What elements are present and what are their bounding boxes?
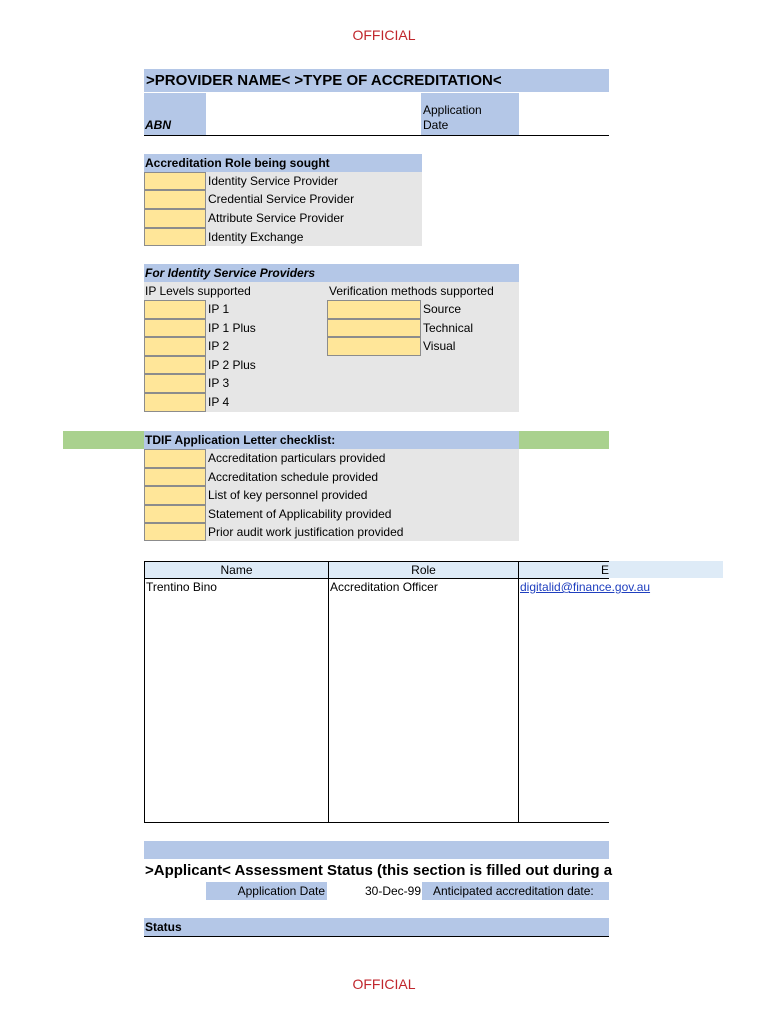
role-label-3: Attribute Service Provider — [208, 211, 345, 225]
table-row-email[interactable] — [520, 578, 651, 596]
verification-checkbox-2[interactable] — [327, 319, 421, 337]
assessment-application-date-label: Application Date — [206, 882, 327, 900]
verification-label-2: Technical — [423, 321, 474, 335]
checklist-green-right — [519, 431, 609, 449]
official-footer: OFFICIAL — [352, 976, 416, 992]
role-checkbox-4[interactable] — [144, 228, 206, 246]
application-date-value[interactable] — [519, 93, 609, 135]
roles-title: Accreditation Role being sought — [144, 154, 422, 172]
abn-label: ABN — [145, 118, 171, 132]
ip-label-2: IP 1 Plus — [208, 321, 256, 335]
application-date-label-1: Application — [423, 103, 482, 117]
email-link[interactable]: digitalid@finance.gov.au — [520, 580, 651, 594]
ip-label-1: IP 1 — [208, 302, 230, 316]
table-header-role: Role — [411, 563, 436, 577]
assessment-bar — [144, 841, 609, 859]
checklist-checkbox-5[interactable] — [144, 523, 206, 541]
table-col-divider-2 — [518, 562, 519, 822]
verification-label-3: Visual — [423, 339, 456, 353]
role-label-1: Identity Service Provider — [208, 174, 339, 188]
verification-checkbox-3[interactable] — [327, 337, 421, 356]
personnel-table — [144, 561, 651, 823]
anticipated-label: Anticipated accreditation date: — [422, 882, 609, 900]
official-header: OFFICIAL — [352, 27, 416, 43]
abn-value[interactable] — [206, 93, 421, 135]
ip-label-6: IP 4 — [208, 395, 230, 409]
table-row-role: Accreditation Officer — [330, 580, 438, 594]
ip-label-3: IP 2 — [208, 339, 230, 353]
role-label-4: Identity Exchange — [208, 230, 304, 244]
table-row-name: Trentino Bino — [146, 580, 217, 594]
table-header-overflow — [609, 561, 723, 578]
checklist-checkbox-2[interactable] — [144, 468, 206, 486]
ip-checkbox-5[interactable] — [144, 374, 206, 393]
ip-checkbox-2[interactable] — [144, 319, 206, 337]
role-checkbox-1[interactable] — [144, 172, 206, 190]
table-col-divider-1 — [328, 562, 329, 822]
isp-title: For Identity Service Providers — [144, 264, 519, 282]
ip-checkbox-6[interactable] — [144, 393, 206, 412]
ip-label-4: IP 2 Plus — [208, 358, 256, 372]
ip-levels-label: IP Levels supported — [145, 284, 251, 298]
checklist-checkbox-1[interactable] — [144, 449, 206, 468]
application-date-cell — [421, 93, 519, 135]
checklist-label-5: Prior audit work justification provided — [208, 525, 404, 539]
checklist-label-3: List of key personnel provided — [208, 488, 368, 502]
application-date-label-2: Date — [423, 118, 449, 132]
verification-label: Verification methods supported — [329, 284, 494, 298]
checklist-green-left — [63, 431, 144, 449]
status-label: Status — [144, 918, 609, 937]
ip-checkbox-1[interactable] — [144, 300, 206, 319]
ip-label-5: IP 3 — [208, 376, 230, 390]
ip-checkbox-3[interactable] — [144, 337, 206, 356]
role-checkbox-3[interactable] — [144, 209, 206, 228]
abn-row-border — [144, 135, 609, 136]
verification-label-1: Source — [423, 302, 462, 316]
checklist-label-4: Statement of Applicability provided — [208, 507, 392, 521]
checklist-label-1: Accreditation particulars provided — [208, 451, 386, 465]
table-header-email: E — [600, 563, 609, 577]
assessment-title: >Applicant< Assessment Status (this section is filled out during a — [145, 862, 613, 879]
ip-checkbox-4[interactable] — [144, 356, 206, 374]
checklist-label-2: Accreditation schedule provided — [208, 470, 379, 484]
checklist-checkbox-4[interactable] — [144, 505, 206, 523]
role-checkbox-2[interactable] — [144, 190, 206, 209]
verification-checkbox-1[interactable] — [327, 300, 421, 319]
table-header-name: Name — [220, 563, 253, 577]
checklist-checkbox-3[interactable] — [144, 486, 206, 505]
checklist-title: TDIF Application Letter checklist: — [144, 431, 519, 449]
page-title: >PROVIDER NAME< >TYPE OF ACCREDITATION< — [144, 69, 609, 92]
abn-cell — [144, 93, 206, 135]
role-label-2: Credential Service Provider — [208, 192, 355, 206]
assessment-application-date-value[interactable]: 30-Dec-99 — [364, 884, 421, 898]
